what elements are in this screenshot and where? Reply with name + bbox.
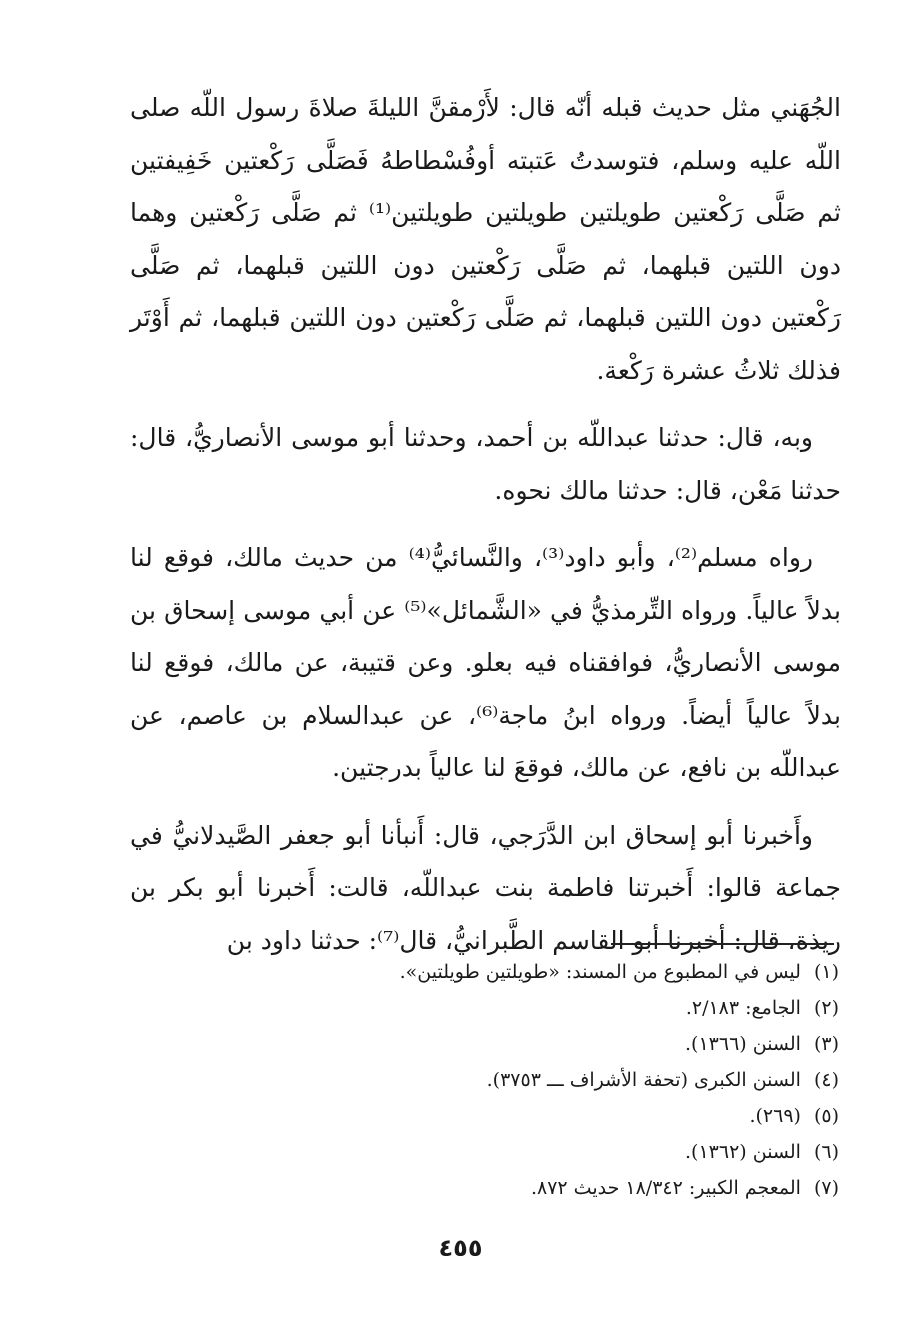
paragraph-hadith-text: الجُهَني مثل حديث قبله أنّه قال: لأَرْمقنَّ الليلةَ صلاةَ رسول اللّه صلى اللّه عليه وسلم، فتوسدتُ عَتبته أوفُسْطاطهُ فَصَلَّى رَكْعتين خَفِيفتين ثم صَلَّى رَكْعتين طويلتين طويلتين طويلتين⁽¹⁾ ثم صَلَّى رَكْعتين وهما دون اللتين قبلهما، ثم صَلَّى رَكْعتين دون اللتين قبلهما، ثم صَلَّى رَكْعتين دون اللتين قبلهما، ثم صَلَّى رَكْعتين دون اللتين قبلهما، ثم أَوْتَر فذلك ثلاثُ عشرة رَكْعة. [130,93,841,385]
footnote-number: (١) [813,961,839,983]
page-number: ٤٥٥ [438,1234,483,1262]
main-text [130,82,841,967]
footnote-3 [130,1026,839,1062]
paragraph-isnad-tabarani: وأَخبرنا أبو إسحاق ابن الدَّرَجي، قال: أَنبأنا أبو جعفر الصَّيدلانيُّ في جماعة قالوا: أَخبرتنا فاطمة بنت عبداللّه، قالت: أَخبرنا أبو بكر بن ريذة، قال: أخبرنا أبو القاسم الطَّبرانيُّ، قال⁽⁷⁾: حدثنا داود بن [130,820,841,955]
footnote-text: المعجم الكبير: ١٨/٣٤٢ حديث ٨٧٢. [530,1177,801,1199]
footnote-number: (٦) [813,1141,839,1163]
footnote-number: (٥) [813,1105,839,1127]
footnote-7 [130,1170,839,1206]
footnote-2 [130,990,839,1026]
footnotes [130,954,839,1206]
footnote-number: (٤) [813,1069,839,1091]
footnote-text: الجامع: ٢/١٨٣. [685,997,801,1019]
footnote-text: (٢٦٩). [749,1105,801,1127]
footnote-text: ليس في المطبوع من المسند: «طويلتين طويلتين». [399,961,801,983]
footnote-separator [611,943,834,945]
footnote-number: (٢) [813,997,839,1019]
footnote-text: السنن الكبرى (تحفة الأشراف ـــ ٣٧٥٣). [486,1069,801,1091]
footnote-1 [130,954,839,990]
footnote-text: السنن (١٣٦٦). [685,1033,801,1055]
footnote-text: السنن (١٣٦٢). [685,1141,801,1163]
footnote-4 [130,1062,839,1098]
footnote-6 [130,1134,839,1170]
footnote-number: (٣) [813,1033,839,1055]
footnote-5 [130,1098,839,1134]
paragraph-isnad-malik: وبه، قال: حدثنا عبداللّه بن أحمد، وحدثنا أبو موسى الأنصاريُّ، قال: حدثنا مَعْن، قال: حدثنا مالك نحوه. [130,423,841,505]
footnote-number: (٧) [813,1177,839,1199]
paragraph-takhrij: رواه مسلم⁽²⁾، وأبو داود⁽³⁾، والنَّسائيُّ⁽⁴⁾ من حديث مالك، فوقع لنا بدلاً عالياً. ورواه التِّرمذيُّ في «الشَّمائل»⁽⁵⁾ عن أبي موسى إسحاق بن موسى الأنصاريُّ، فوافقناه فيه بعلو. وعن قتيبة، عن مالك، فوقع لنا بدلاً عالياً أيضاً. ورواه ابنُ ماجة⁽⁶⁾، عن عبدالسلام بن عاصم، عن عبداللّه بن نافع، عن مالك، فوقعَ لنا عالياً بدرجتين. [130,543,842,782]
